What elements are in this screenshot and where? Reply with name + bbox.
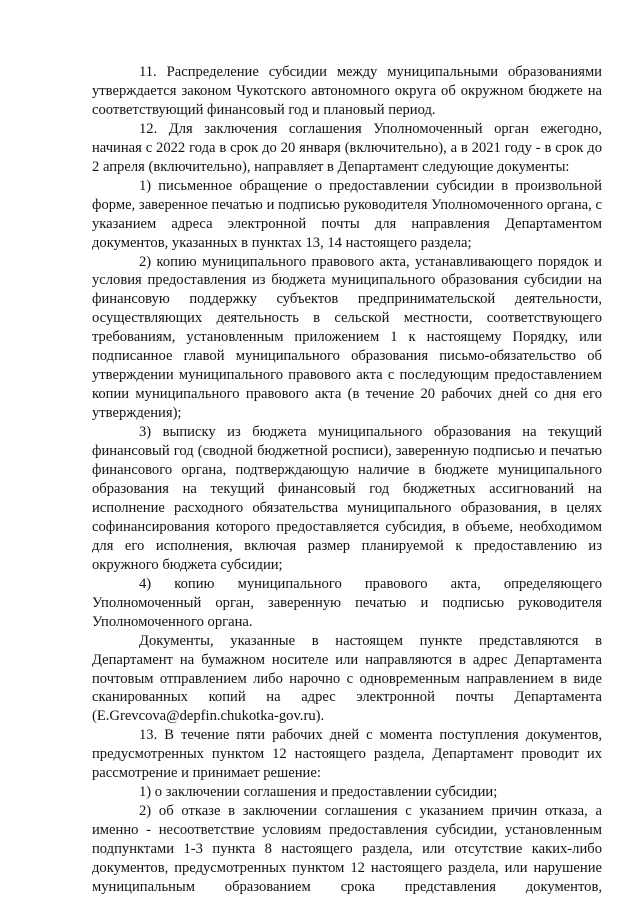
paragraph-13-item-2: 2) об отказе в заключении соглашения с указанием причин отказа, а именно - несоответствие условиям предоставления субсидии, установленным подпунктами 1-3 пункта 8 настоящего раздела, или отсутствие каких-либо документов, предусмотренных пунктом 12 настоящего раздела, или нарушение муниципальным образованием срока представления документов,: [92, 803, 602, 895]
paragraph-13-item-1: 1) о заключении соглашения и предоставлении субсидии;: [139, 784, 498, 801]
paragraph-12-item-2: 2) копию муниципального правового акта, устанавливающего порядок и условия предоставления из бюджета муниципального образования субсидии на финансовую поддержку субъектов предпринимательской деятельности, осуществляющих деятельность в сельской местности, соответствующего требованиям, установленным приложением 1 к настоящему Порядку, или подписанное главой муниципального образования письмо-обязательство об утверждении муниципального правового акта с последующим предоставлением копии муниципального правового акта (в течение 20 рабочих дней со дня его утверждения);: [92, 253, 602, 422]
paragraph-12-item-1: 1) письменное обращение о предоставлении субсидии в произвольной форме, заверенное печатью и подписью руководителя Уполномоченного органа, с указанием адреса электронной почты для направления Департаментом документов, указанных в пунктах 13, 14 настоящего раздела;: [92, 177, 602, 251]
paragraph-13: 13. В течение пяти рабочих дней с момента поступления документов, предусмотренных пунктом 12 настоящего раздела, Департамент проводит их рассмотрение и принимает решение:: [92, 727, 602, 782]
paragraph-12-item-4: 4) копию муниципального правового акта, определяющего Уполномоченный орган, заверенную печатью и подписью руководителя Уполномоченного органа.: [92, 575, 602, 630]
paragraph-11: 11. Распределение субсидии между муниципальными образованиями утверждается законом Чукотского автономного округа об окружном бюджете на соответствующий финансовый год и плановый период.: [92, 64, 602, 118]
paragraph-12-item-3: 3) выписку из бюджета муниципального образования на текущий финансовый год (сводной бюджетной росписи), заверенную подписью и печатью финансового органа, подтверждающую наличие в бюджете муниципального образования на текущий финансовый год бюджетных ассигнований на исполнение расходного обязательства муниципального образования, в целях софинансирования которого предоставляется субсидия, в объеме, необходимом для его исполнения, включая размер планируемой к предоставлению из окружного бюджета субсидии;: [92, 424, 602, 573]
paragraph-12-submission: Документы, указанные в настоящем пункте представляются в Департамент на бумажном носителе или направляются в адрес Департамента почтовым отправлением либо нарочно с одновременным направлением в виде сканированных копий на адрес электронной почты Департамента (E.Grevcova@depfin.chukotka-gov.ru).: [92, 632, 602, 725]
paragraph-12: 12. Для заключения соглашения Уполномоченный орган ежегодно, начиная с 2022 года в срок до 20 января (включительно), а в 2021 году - в срок до 2 апреля (включительно), направляет в Департамент следующие документы:: [92, 120, 602, 175]
document-body: [92, 63, 602, 897]
